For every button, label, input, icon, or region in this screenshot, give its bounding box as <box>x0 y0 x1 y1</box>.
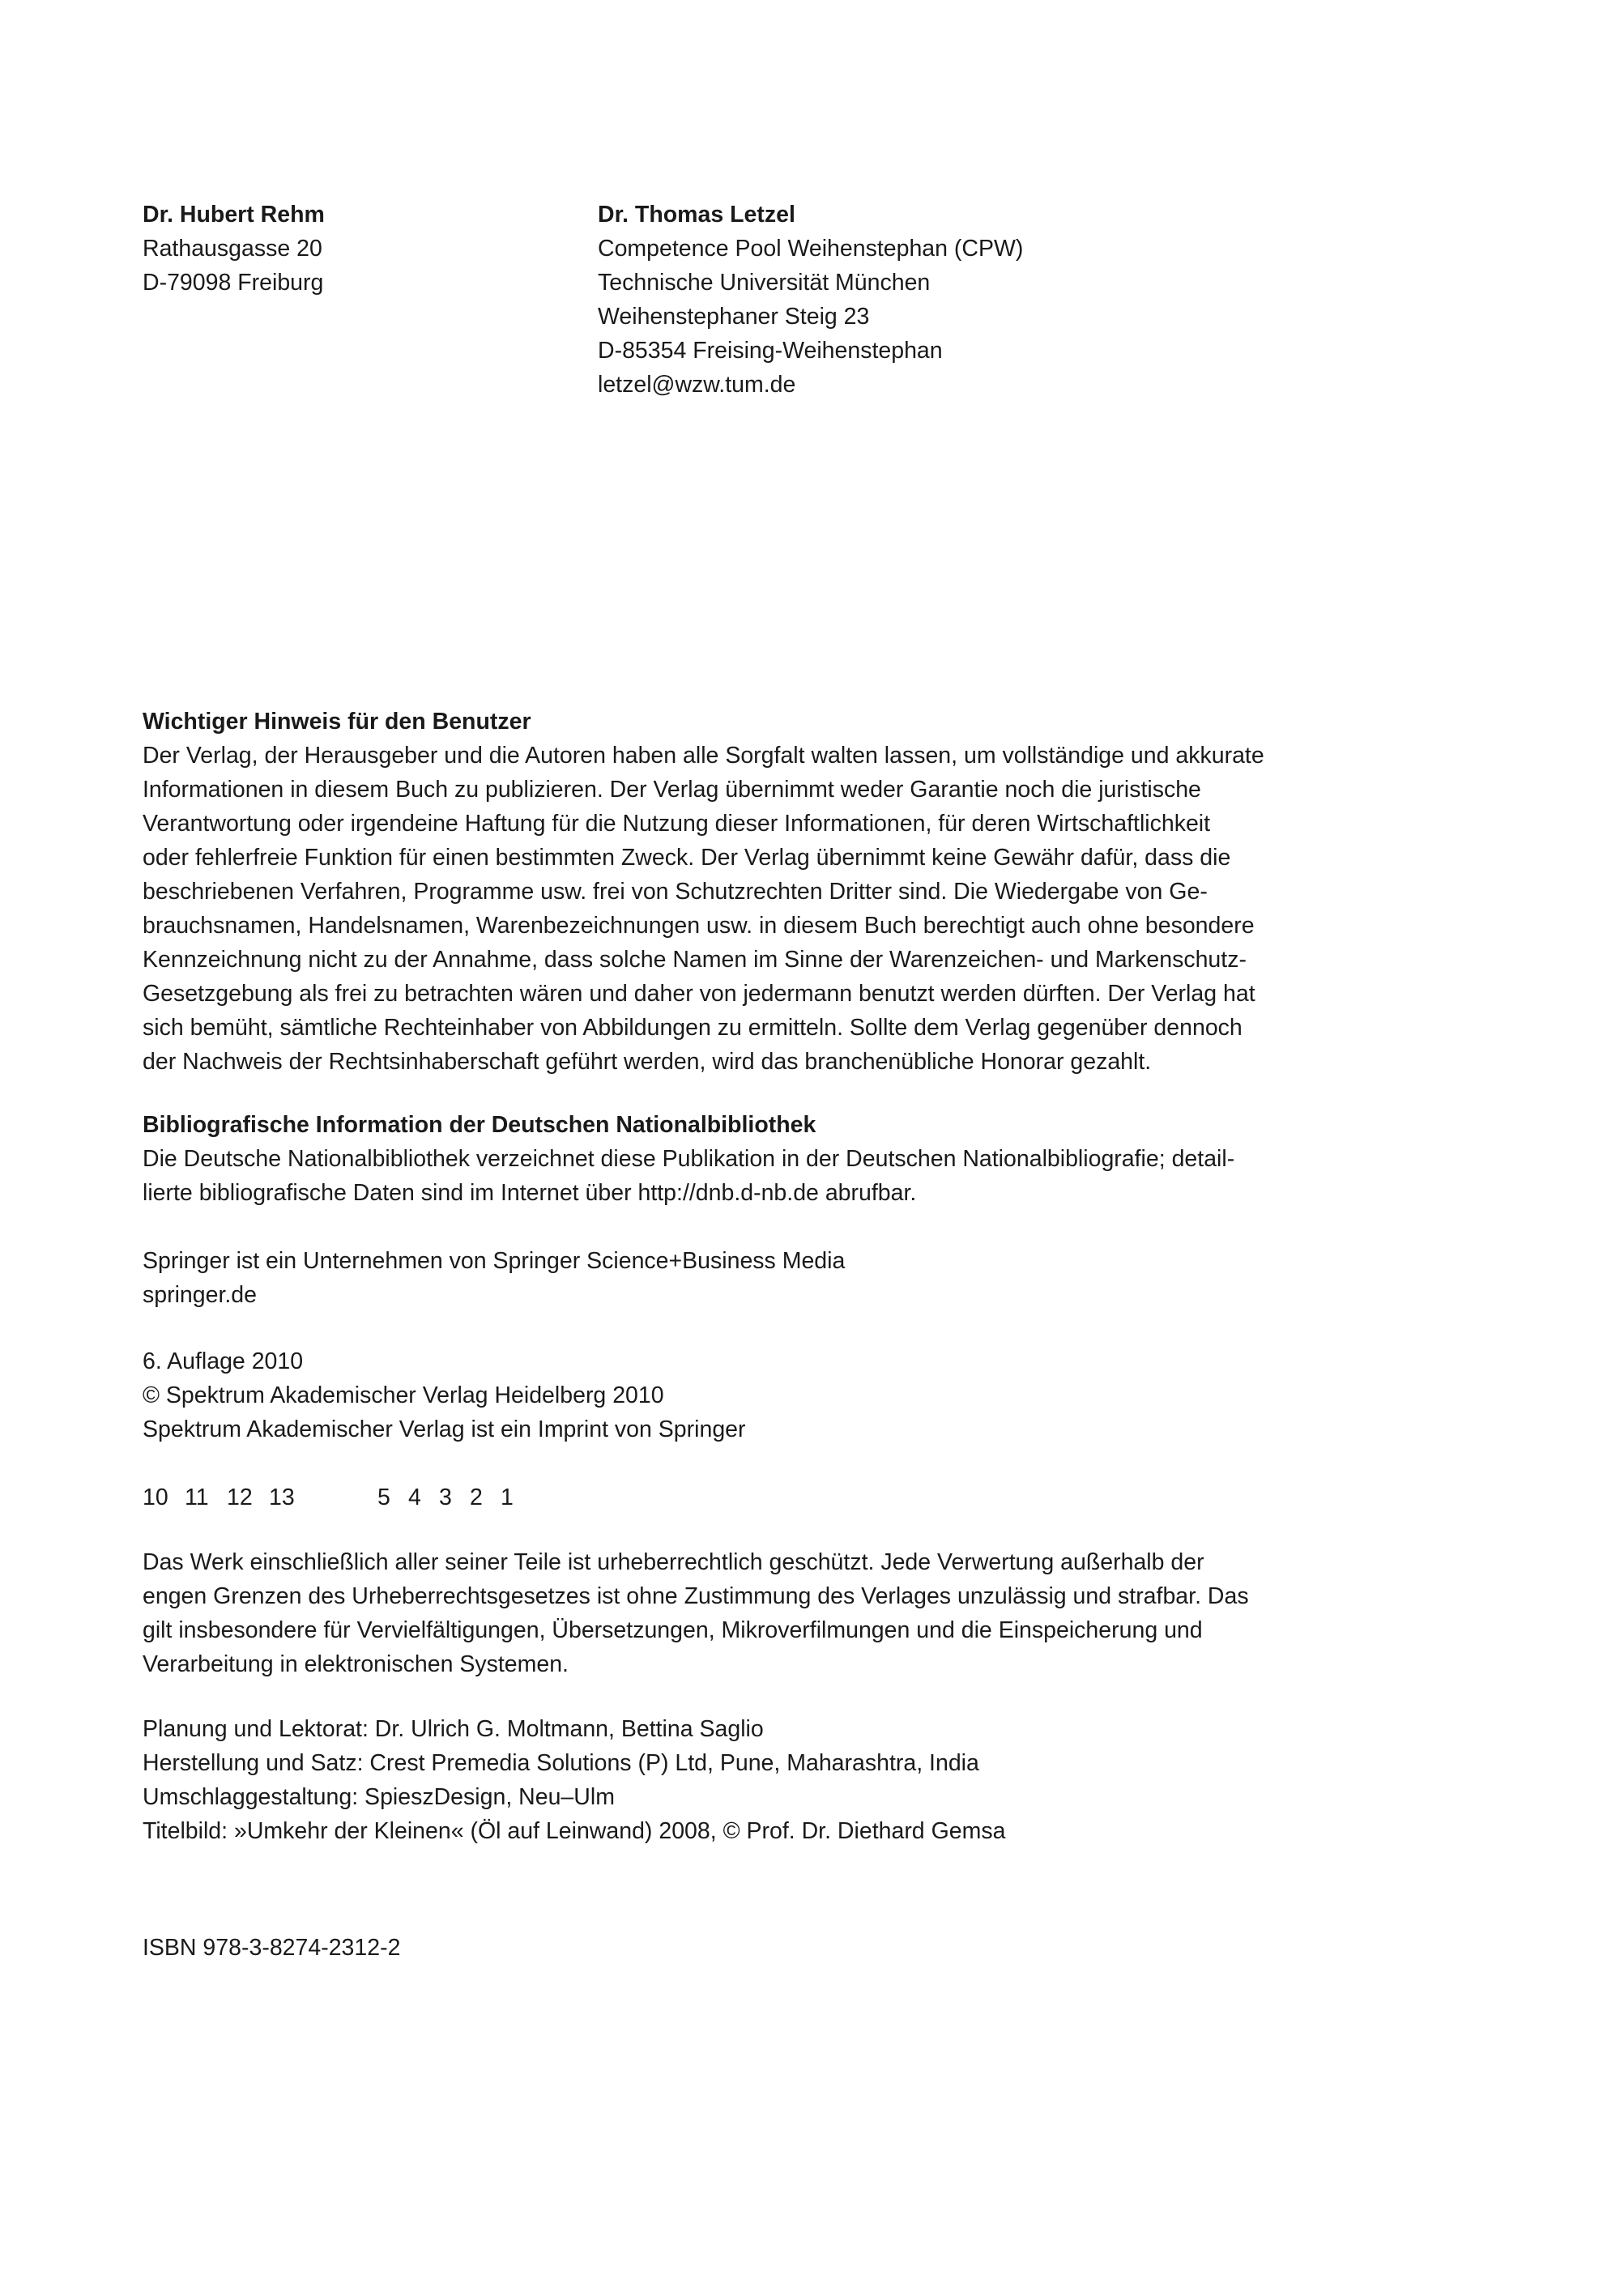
email-address: letzel@wzw.tum.de <box>598 372 796 398</box>
publisher-line: Springer ist ein Unternehmen von Springer Science+Business Media <box>143 1248 846 1274</box>
address-line: Rathausgasse 20 <box>143 236 322 262</box>
author-name: Dr. Hubert Rehm <box>143 202 325 228</box>
imprint-page <box>143 198 1325 1961</box>
notice-line: Kennzeichnung nicht zu der Annahme, dass solche Namen im Sinne der Warenzeichen- und Markenschutz- <box>143 947 1247 973</box>
notice-line: beschriebenen Verfahren, Programme usw. frei von Schutzrechten Dritter sind. Die Wiedergabe von Ge- <box>143 879 1208 905</box>
notice-line: der Nachweis der Rechtsinhaberschaft geführt werden, wird das branchenübliche Honorar gezahlt. <box>143 1049 1152 1075</box>
author-name: Dr. Thomas Letzel <box>598 202 795 228</box>
notice-line: Verantwortung oder irgendeine Haftung für die Nutzung dieser Informationen, für deren Wirtschaftlichkeit <box>143 811 1211 837</box>
print-count: 5 <box>377 1485 390 1510</box>
bibliography-section <box>143 1108 1325 1210</box>
author-address-rehm <box>143 198 325 300</box>
copyright-line: engen Grenzen des Urheberrechtsgesetzes ist ohne Zustimmung des Verlages unzulässig und strafbar. Das <box>143 1583 1249 1609</box>
notice-heading: Wichtiger Hinweis für den Benutzer <box>143 709 531 735</box>
notice-line: Informationen in diesem Buch zu publizieren. Der Verlag übernimmt weder Garantie noch die juristische <box>143 777 1201 803</box>
credits-section <box>143 1712 1325 1848</box>
isbn-section <box>143 1931 1325 1965</box>
bibliography-heading: Bibliografische Information der Deutschen Nationalbibliothek <box>143 1112 816 1138</box>
address-line: Weihenstephaner Steig 23 <box>598 304 870 330</box>
edition-line: Spektrum Akademischer Verlag ist ein Imprint von Springer <box>143 1416 746 1442</box>
address-line: Competence Pool Weihenstephan (CPW) <box>598 236 1024 262</box>
edition-section <box>143 1344 1325 1446</box>
print-count: 1 <box>501 1485 514 1510</box>
print-line <box>143 1480 531 1514</box>
publisher-section <box>143 1244 1325 1312</box>
print-count: 3 <box>439 1485 452 1510</box>
author-address-letzel <box>598 198 1023 402</box>
notice-line: sich bemüht, sämtliche Rechteinhaber von Abbildungen zu ermitteln. Sollte dem Verlag gegenüber dennoch <box>143 1015 1243 1041</box>
address-line: D-85354 Freising-Weihenstephan <box>598 338 943 364</box>
print-year: 10 <box>143 1485 168 1510</box>
bibliography-line: Die Deutsche Nationalbibliothek verzeichnet diese Publikation in der Deutschen Nationalbibliografie; detail- <box>143 1146 1235 1172</box>
edition-line: 6. Auflage 2010 <box>143 1348 304 1374</box>
notice-line: oder fehlerfreie Funktion für einen bestimmten Zweck. Der Verlag übernimmt keine Gewähr dafür, dass die <box>143 845 1231 871</box>
print-year: 13 <box>269 1485 295 1510</box>
credit-line: Titelbild: »Umkehr der Kleinen« (Öl auf Leinwand) 2008, © Prof. Dr. Diethard Gemsa <box>143 1818 1006 1844</box>
copyright-line: Verarbeitung in elektronischen Systemen. <box>143 1651 569 1677</box>
address-line: Technische Universität München <box>598 270 931 296</box>
notice-line: brauchsnamen, Handelsnamen, Warenbezeichnungen usw. in diesem Buch berechtigt auch ohne besondere <box>143 913 1255 939</box>
isbn: ISBN 978-3-8274-2312-2 <box>143 1935 401 1961</box>
print-count: 2 <box>470 1485 483 1510</box>
author-addresses <box>143 198 1325 408</box>
credit-line: Umschlaggestaltung: SpieszDesign, Neu–Ulm <box>143 1784 615 1810</box>
copyright-line: gilt insbesondere für Vervielfältigungen, Übersetzungen, Mikroverfilmungen und die Einspeicherung und <box>143 1617 1203 1643</box>
copyright-section <box>143 1545 1325 1681</box>
credit-line: Herstellung und Satz: Crest Premedia Solutions (P) Ltd, Pune, Maharashtra, India <box>143 1750 979 1776</box>
print-year: 11 <box>185 1485 209 1510</box>
notice-line: Der Verlag, der Herausgeber und die Autoren haben alle Sorgfalt walten lassen, um vollständige und akkurate <box>143 743 1264 769</box>
print-count: 4 <box>408 1485 421 1510</box>
bibliography-line: lierte bibliografische Daten sind im Internet über http://dnb.d-nb.de abrufbar. <box>143 1180 917 1206</box>
copyright-line: Das Werk einschließlich aller seiner Teile ist urheberrechtlich geschützt. Jede Verwertung außerhalb der <box>143 1549 1204 1575</box>
address-line: D-79098 Freiburg <box>143 270 324 296</box>
publisher-website: springer.de <box>143 1282 258 1308</box>
notice-line: Gesetzgebung als frei zu betrachten wären und daher von jedermann benutzt werden dürften. Der Verlag hat <box>143 981 1255 1007</box>
credit-line: Planung und Lektorat: Dr. Ulrich G. Moltmann, Bettina Saglio <box>143 1716 764 1742</box>
notice-section <box>143 705 1325 1079</box>
edition-line: © Spektrum Akademischer Verlag Heidelberg 2010 <box>143 1382 664 1408</box>
print-year: 12 <box>227 1485 253 1510</box>
